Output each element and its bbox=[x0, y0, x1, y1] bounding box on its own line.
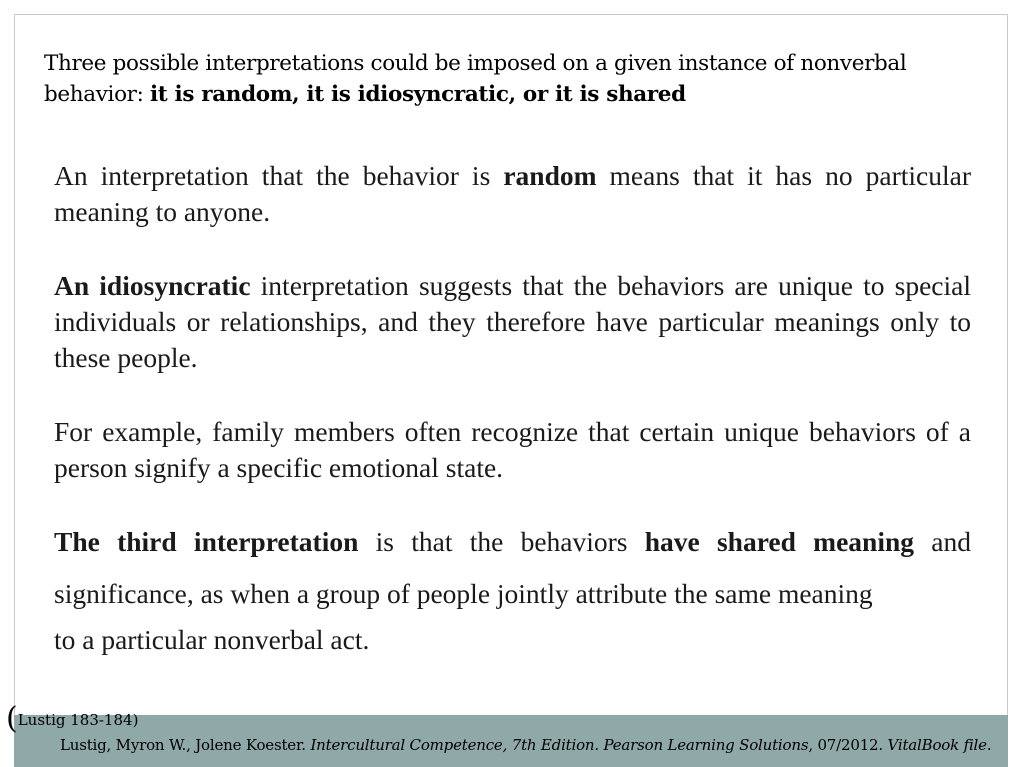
citation bbox=[6, 701, 138, 736]
slide-body bbox=[54, 158, 971, 704]
p2-bold-idiosyncratic: An idiosyncratic bbox=[54, 270, 251, 301]
p4-text-b: is that the behaviors bbox=[358, 526, 645, 557]
p4-bold-shared: have shared meaning bbox=[644, 526, 915, 557]
source-reference bbox=[60, 734, 1000, 756]
p1-text-c: means that it has no particular meaning to anyone. bbox=[54, 160, 971, 227]
source-format: VitalBook file bbox=[887, 736, 987, 754]
paragraph-shared bbox=[54, 516, 971, 666]
citation-paren: ( bbox=[6, 701, 18, 736]
paragraph-random bbox=[54, 158, 971, 230]
p3-text: For example, family members often recognize that certain unique behaviors of a person signify a specific emotional state. bbox=[54, 416, 971, 483]
p1-text-a: An interpretation that the behavior is bbox=[54, 160, 504, 191]
title-prefix: Three possible interpretations could be imposed on a given instance of nonverbal behavior: bbox=[44, 51, 907, 107]
citation-pages: Lustig 183-184) bbox=[17, 711, 139, 729]
slide-title bbox=[44, 48, 984, 110]
paragraph-idiosyncratic bbox=[54, 268, 971, 376]
p4-text-e: to a particular nonverbal act. bbox=[54, 624, 370, 655]
p4-bold-third: The third interpretation bbox=[54, 526, 359, 557]
source-rest: , 07/2012. bbox=[808, 736, 888, 754]
source-authors: Lustig, Myron W., Jolene Koester. bbox=[60, 736, 311, 754]
p1-bold-random: random bbox=[503, 160, 597, 191]
source-work: Intercultural Competence, 7th Edition. Pearson Learning Solutions bbox=[310, 736, 809, 754]
p2-text-b: interpretation suggests that the behaviors are unique to special individuals or relationships, and they therefore have particular meanings only to these people. bbox=[54, 270, 971, 373]
p4-text-d: and significance, as when a group of people jointly attribute the same meaning bbox=[54, 526, 971, 609]
paragraph-example bbox=[54, 414, 971, 486]
title-emphasis: it is random, it is idiosyncratic, or it is shared bbox=[149, 82, 686, 107]
source-end: . bbox=[986, 736, 992, 754]
